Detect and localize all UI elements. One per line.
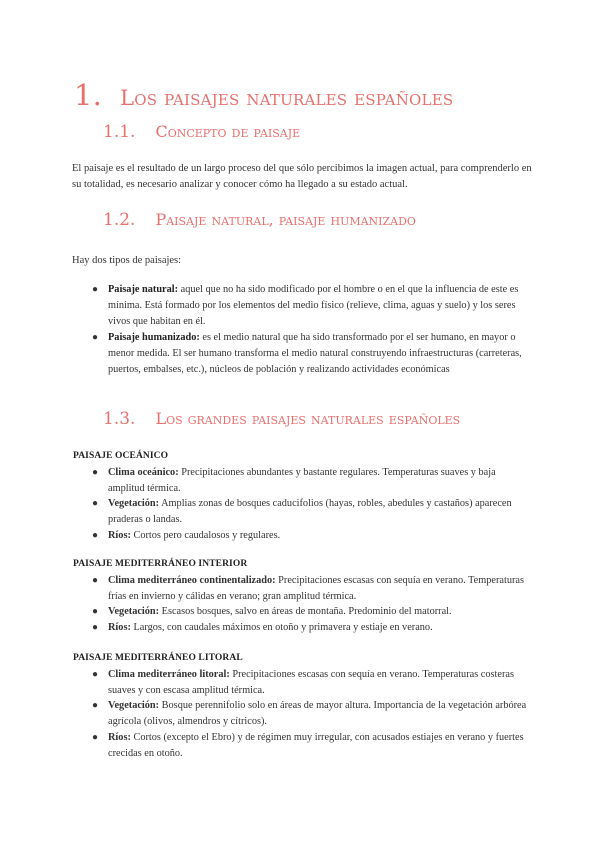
section-title: Los grandes paisajes naturales españoles (155, 409, 461, 428)
list-item (92, 667, 532, 698)
concepto-paragraph: El paisaje es el resultado de un largo proceso del que sólo percibimos la imagen actual, para comprenderlo en su totalidad, es necesario analizar y conocer cómo ha llegado a su estado actual. (72, 163, 532, 190)
list-item (92, 604, 532, 620)
item-text: Amplias zonas de bosques caducifolios (hayas, robles, abedules y castaños) aparecen praderas o landas. (108, 498, 512, 526)
group-list-interior (92, 573, 532, 636)
list-item (92, 528, 532, 544)
list-item (92, 496, 532, 527)
group-label-litoral: PAISAJE MEDITERRÁNEO LITORAL (73, 653, 243, 663)
item-text: Precipitaciones escasas con sequía en verano. Temperaturas costeras suaves y con escasa amplitud térmica. (108, 669, 514, 696)
bullet-icon: ● (92, 332, 99, 344)
tipos-intro: Hay dos tipos de paisajes: (72, 255, 182, 266)
group-label-interior: PAISAJE MEDITERRÁNEO INTERIOR (73, 559, 248, 569)
item-term: Clima oceánico: (108, 467, 179, 478)
bullet-icon: ● (92, 669, 99, 680)
list-item (90, 282, 535, 329)
bullet-icon: ● (92, 731, 99, 743)
section-title: Concepto de paisaje (155, 122, 301, 141)
item-text: Largos, con caudales máximos en otoño y primavera y estiaje en verano. (130, 622, 433, 634)
item-text: Cortos (excepto el Ebro) y de régimen muy irregular, con acusados estiajes en verano y fuertes crecidas en otoño. (108, 731, 524, 759)
item-term: Vegetación: (108, 606, 160, 618)
bullet-icon: ● (92, 575, 99, 586)
list-item (92, 465, 532, 496)
bullet-icon: ● (92, 498, 99, 510)
section-heading-tipos (103, 210, 416, 230)
item-text: es el medio natural que ha sido transformado por el ser humano, en mayor o menor medida. El ser humano transforma el medio natural construyendo infraestructuras (carreteras, puertos, embalses, etc.), núcleos de población y realizando actividades económicas (108, 332, 522, 375)
list-item (92, 730, 532, 761)
item-term: Ríos: (108, 731, 131, 743)
item-text: Bosque perennifolio solo en áreas de mayor altura. Importancia de la vegetación arbórea agrícola (olivos, almendros y cítricos). (108, 700, 527, 728)
item-term: Clima mediterráneo continentalizado: (108, 575, 276, 586)
item-text: Precipitaciones abundantes y bastante regulares. Temperaturas suaves y baja amplitud térmica. (108, 467, 496, 494)
bullet-icon: ● (92, 529, 99, 541)
item-term: Vegetación: (108, 498, 160, 510)
item-term: Ríos: (108, 622, 131, 634)
list-item (92, 698, 532, 729)
item-text: Precipitaciones escasas con sequía en verano. Temperaturas frías en invierno y cálidas en verano; gran amplitud térmica. (108, 575, 524, 602)
section-number: 1.1. (103, 122, 136, 142)
item-text: aquel que no ha sido modificado por el hombre o en el que la influencia de este es mínima. Está formado por los elementos del medio físico (relieve, clima, aguas y suelo) y los seres vivos que habitan en él. (108, 284, 519, 327)
list-item (92, 573, 532, 604)
section-number: 1.2. (103, 210, 136, 230)
bullet-icon: ● (92, 606, 99, 618)
tipos-list (90, 282, 535, 379)
item-text: Cortos pero caudalosos y regulares. (130, 529, 281, 541)
item-term: Clima mediterráneo litoral: (108, 669, 230, 680)
section-number: 1.3. (103, 409, 136, 429)
section-heading-grandes (103, 409, 460, 429)
item-term: Paisaje natural: (108, 284, 179, 295)
item-text: Escasos bosques, salvo en áreas de montaña. Predominio del matorral. (159, 606, 452, 618)
heading-text: Los paisajes naturales españoles (120, 86, 454, 110)
bullet-icon: ● (92, 700, 99, 712)
list-item (90, 330, 535, 377)
bullet-icon: ● (92, 622, 99, 634)
group-list-oceanico (92, 465, 532, 544)
item-term: Vegetación: (108, 700, 160, 712)
group-label-oceanico: PAISAJE OCEÁNICO (73, 451, 169, 461)
item-term: Ríos: (108, 529, 131, 541)
bullet-icon: ● (92, 284, 99, 295)
group-list-litoral (92, 667, 532, 761)
item-term: Paisaje humanizado: (108, 332, 200, 344)
list-item (92, 620, 532, 636)
main-heading (74, 78, 453, 112)
section-title: Paisaje natural, paisaje humanizado (155, 210, 416, 229)
heading-number: 1. (74, 78, 103, 112)
bullet-icon: ● (92, 467, 99, 478)
section-heading-concepto (103, 122, 300, 142)
